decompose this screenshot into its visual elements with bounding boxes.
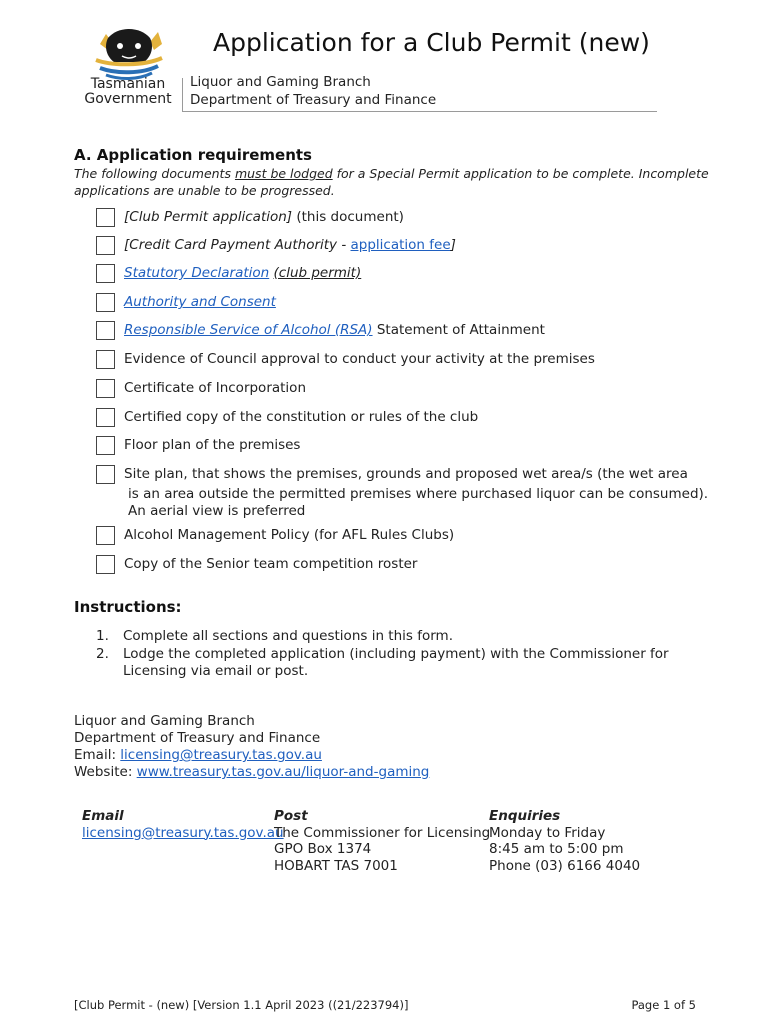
header-department: Department of Treasury and Finance bbox=[190, 92, 437, 108]
requirement-label: Evidence of Council approval to conduct your activity at the premises bbox=[124, 351, 595, 367]
address-email bbox=[74, 747, 322, 764]
contact-post-heading: Post bbox=[274, 808, 308, 824]
requirement-label: Site plan, that shows the premises, grounds and proposed wet area/s (the wet area bbox=[124, 466, 688, 482]
checkbox[interactable] bbox=[96, 208, 115, 227]
intro-emphasis: must be lodged bbox=[234, 166, 333, 181]
requirement-label-rest: Statement of Attainment bbox=[372, 322, 545, 338]
checkbox[interactable] bbox=[96, 264, 115, 283]
requirement-label: [Club Permit application] bbox=[124, 209, 293, 225]
checkbox[interactable] bbox=[96, 526, 115, 545]
contact-email-column bbox=[82, 808, 284, 841]
checkbox[interactable] bbox=[96, 408, 115, 427]
email-link[interactable]: licensing@treasury.tas.gov.au bbox=[120, 747, 322, 763]
instruction-text: Lodge the completed application (including payment) with the Commissioner for Licensing via email or post. bbox=[123, 646, 669, 679]
checkbox[interactable] bbox=[96, 465, 115, 484]
contact-email-link[interactable]: licensing@treasury.tas.gov.au bbox=[82, 824, 284, 841]
enquiries-line: Phone (03) 6166 4040 bbox=[489, 857, 641, 874]
requirement-label: Floor plan of the premises bbox=[124, 437, 301, 453]
instruction-number: 2. bbox=[96, 646, 109, 662]
requirement-label: [Credit Card Payment Authority - bbox=[124, 237, 351, 253]
authority-and-consent-link[interactable]: Authority and Consent bbox=[124, 294, 276, 310]
contact-post-column bbox=[274, 808, 490, 874]
contact-enquiries-heading: Enquiries bbox=[489, 808, 561, 824]
website-label: Website: bbox=[74, 764, 137, 780]
contact-email-heading: Email bbox=[82, 808, 124, 824]
intro-text: The following documents bbox=[74, 166, 235, 181]
logo-text-tasmanian: Tasmanian bbox=[90, 76, 166, 92]
checkbox[interactable] bbox=[96, 379, 115, 398]
checkbox[interactable] bbox=[96, 436, 115, 455]
address-website bbox=[74, 764, 429, 781]
instruction-number: 1. bbox=[96, 628, 109, 644]
requirement-label-line2: is an area outside the permitted premises where purchased liquor can be consumed). bbox=[128, 486, 709, 502]
application-fee-link[interactable]: application fee bbox=[350, 237, 451, 253]
requirement-label-line3: An aerial view is preferred bbox=[128, 503, 306, 519]
instruction-text: Complete all sections and questions in this form. bbox=[123, 628, 453, 644]
instructions-heading: Instructions: bbox=[74, 598, 182, 616]
email-label: Email: bbox=[74, 747, 121, 763]
checkbox[interactable] bbox=[96, 236, 115, 255]
enquiries-line: Monday to Friday bbox=[489, 824, 606, 841]
requirement-label-end: ] bbox=[450, 237, 456, 253]
footer-document-reference: [Club Permit - (new) [Version 1.1 April 2023 ((21/223794)] bbox=[74, 998, 409, 1012]
header-vertical-divider bbox=[182, 78, 183, 112]
rsa-link[interactable]: Responsible Service of Alcohol (RSA) bbox=[124, 322, 373, 338]
requirement-label: Copy of the Senior team competition roster bbox=[124, 556, 418, 572]
header-branch: Liquor and Gaming Branch bbox=[190, 74, 371, 90]
intro-text-end: for a Special Permit application to be complete. Incomplete applications are unable to be progressed. bbox=[74, 166, 709, 198]
checkbox[interactable] bbox=[96, 321, 115, 340]
section-a-heading: A. Application requirements bbox=[74, 146, 312, 164]
post-line: The Commissioner for Licensing bbox=[274, 824, 491, 841]
section-a-intro bbox=[74, 165, 714, 199]
checkbox[interactable] bbox=[96, 350, 115, 369]
address-department: Department of Treasury and Finance bbox=[74, 730, 321, 746]
header-divider bbox=[183, 111, 657, 112]
requirement-label: Certified copy of the constitution or rules of the club bbox=[124, 409, 479, 425]
enquiries-line: 8:45 am to 5:00 pm bbox=[489, 841, 624, 857]
tasmanian-devil-emblem-icon bbox=[78, 22, 178, 82]
footer-page-number: Page 1 of 5 bbox=[631, 998, 696, 1012]
statutory-declaration-link[interactable]: Statutory Declaration bbox=[124, 265, 270, 281]
contact-enquiries-column bbox=[489, 808, 640, 874]
website-link[interactable]: www.treasury.tas.gov.au/liquor-and-gaming bbox=[136, 764, 430, 780]
checkbox[interactable] bbox=[96, 293, 115, 312]
requirement-label: Certificate of Incorporation bbox=[124, 380, 306, 396]
post-line: HOBART TAS 7001 bbox=[274, 857, 398, 874]
requirement-label-rest: (this document) bbox=[292, 209, 404, 225]
page-title: Application for a Club Permit (new) bbox=[213, 28, 650, 57]
checkbox[interactable] bbox=[96, 555, 115, 574]
address-branch: Liquor and Gaming Branch bbox=[74, 713, 255, 729]
logo-text-government: Government bbox=[84, 91, 172, 107]
post-line: GPO Box 1374 bbox=[274, 841, 372, 857]
requirement-label-rest: (club permit) bbox=[273, 265, 362, 281]
requirement-label: Alcohol Management Policy (for AFL Rules Clubs) bbox=[124, 527, 455, 543]
